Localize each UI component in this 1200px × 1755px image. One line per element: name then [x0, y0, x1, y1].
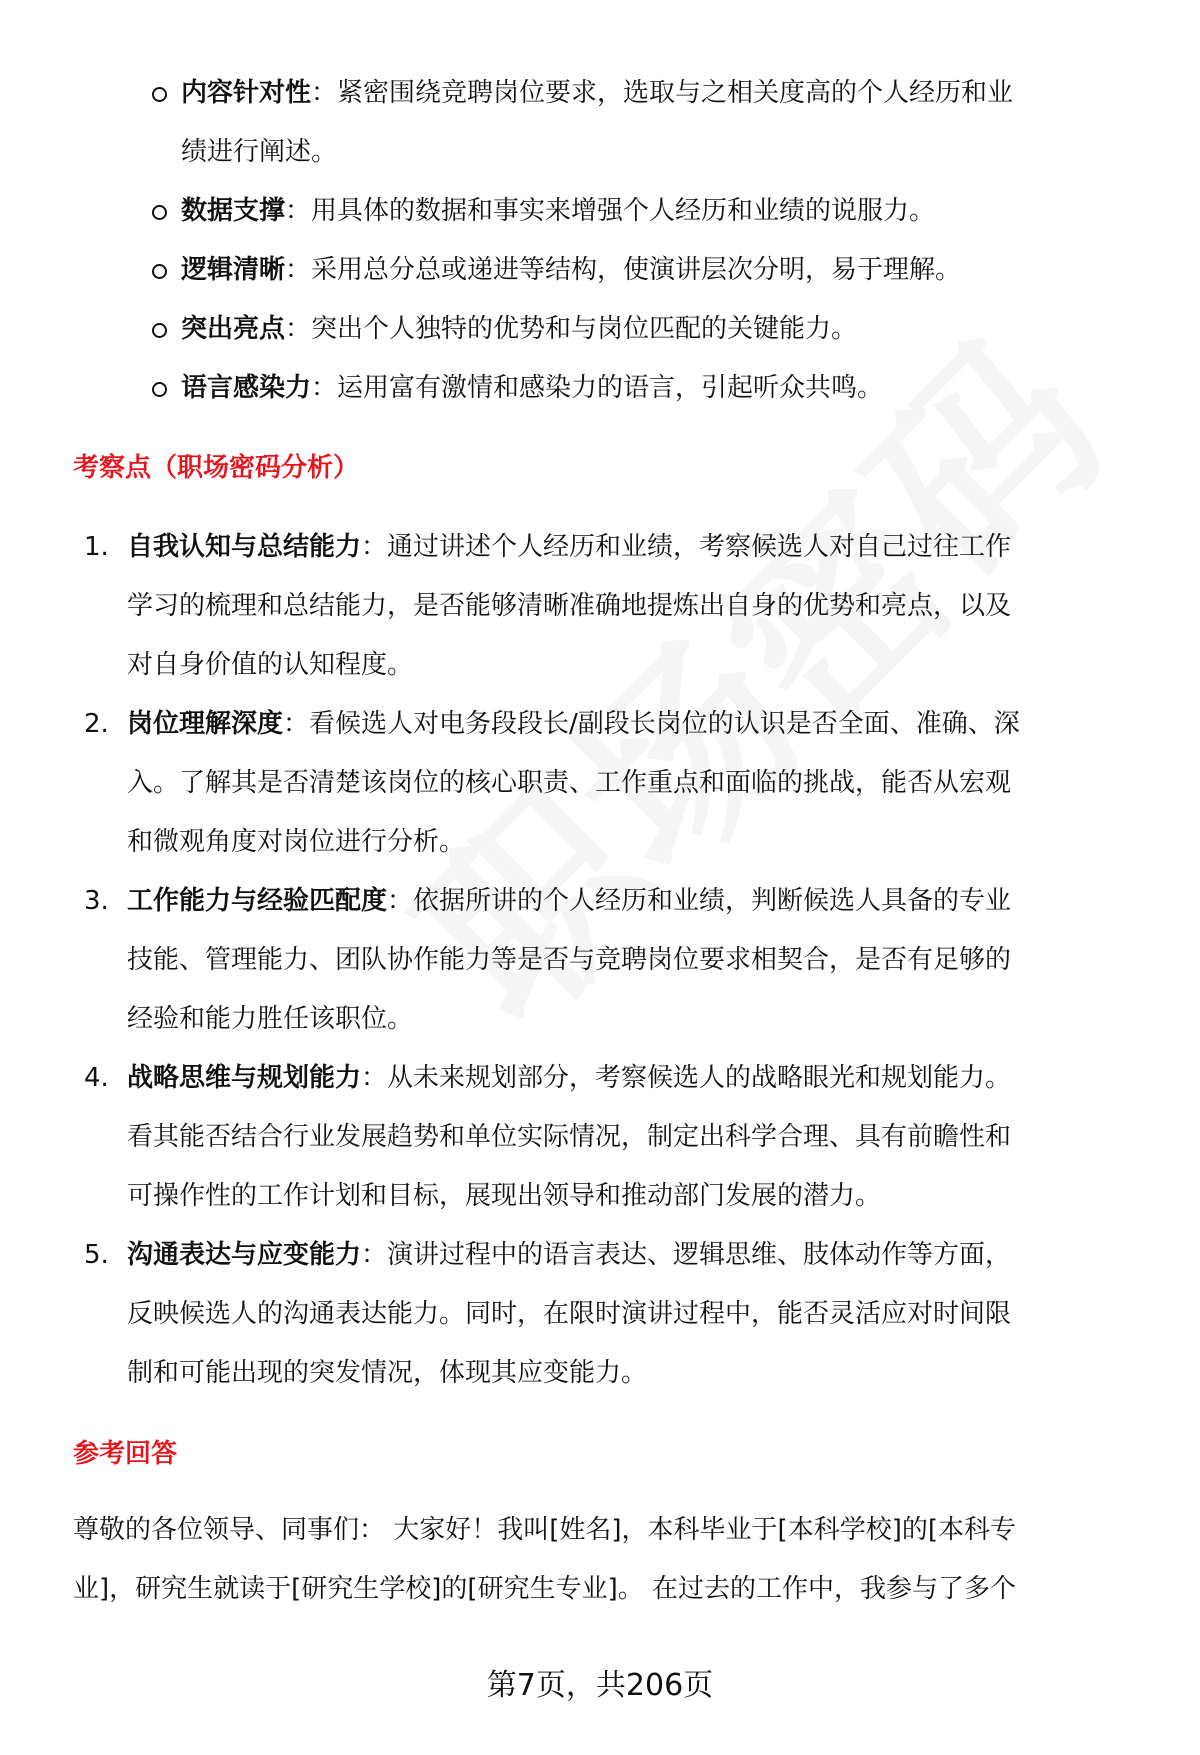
bullet-continuation: 绩进行阐述。 [181, 137, 338, 167]
item-continuation: 经验和能力胜任该职位。 [127, 1004, 414, 1034]
bullet-text: ：用具体的数据和事实来增强个人经历和业绩的说服力。 [285, 196, 936, 226]
item-number: 3. [84, 886, 109, 916]
bullet-icon [152, 87, 167, 102]
bullet-text: ：运用富有激情和感染力的语言，引起听众共鸣。 [311, 373, 884, 403]
bullet-text: ：紧密围绕竞聘岗位要求，选取与之相关度高的个人经历和业 [311, 78, 1014, 108]
bullet-term: 逻辑清晰 [181, 255, 286, 285]
bullet-term: 突出亮点 [181, 314, 286, 344]
item-continuation: 学习的梳理和总结能力，是否能够清晰准确地提炼出自身的优势和亮点，以及 [127, 591, 1012, 621]
item-number: 1. [84, 532, 109, 562]
list-item [127, 1049, 1011, 1108]
bullet-icon [152, 382, 167, 397]
item-text: ：演讲过程中的语言表达、逻辑思维、肢体动作等方面， [361, 1240, 1012, 1270]
page-footer: 第7页，共206页 [486, 1668, 714, 1703]
bullet-item [181, 359, 883, 418]
answer-line: 尊敬的各位领导、同事们： 大家好！我叫[姓名]，本科毕业于[本科学校]的[本科专 [73, 1515, 1016, 1545]
bullet-item [181, 241, 961, 300]
item-text: ：依据所讲的个人经历和业绩，判断候选人具备的专业 [387, 886, 1012, 916]
item-term: 工作能力与经验匹配度 [127, 886, 388, 916]
item-text: ：看候选人对电务段段长/副段长岗位的认识是否全面、准确、深 [283, 709, 1020, 739]
item-continuation: 看其能否结合行业发展趋势和单位实际情况，制定出科学合理、具有前瞻性和 [127, 1122, 1012, 1152]
item-continuation: 制和可能出现的突发情况，体现其应变能力。 [127, 1358, 648, 1388]
bullet-text: ：突出个人独特的优势和与岗位匹配的关键能力。 [285, 314, 858, 344]
bullet-icon [152, 323, 167, 338]
bullet-term: 数据支撑 [181, 196, 286, 226]
item-continuation: 可操作性的工作计划和目标，展现出领导和推动部门发展的潜力。 [127, 1181, 882, 1211]
item-continuation: 对自身价值的认知程度。 [127, 650, 414, 680]
bullet-item [181, 182, 935, 241]
item-term: 战略思维与规划能力 [127, 1063, 362, 1093]
item-continuation: 入。了解其是否清楚该岗位的核心职责、工作重点和面临的挑战，能否从宏观 [127, 768, 1012, 798]
item-continuation: 反映候选人的沟通表达能力。同时，在限时演讲过程中，能否灵活应对时间限 [127, 1299, 1012, 1329]
item-number: 2. [84, 709, 109, 739]
item-number: 5. [84, 1240, 109, 1270]
item-number: 4. [84, 1063, 109, 1093]
list-item [127, 695, 1020, 754]
bullet-icon [152, 205, 167, 220]
item-term: 自我认知与总结能力 [127, 532, 362, 562]
section-heading: 参考回答 [73, 1439, 178, 1469]
item-text: ：从未来规划部分，考察候选人的战略眼光和规划能力。 [361, 1063, 1012, 1093]
item-continuation: 技能、管理能力、团队协作能力等是否与竞聘岗位要求相契合，是否有足够的 [127, 945, 1012, 975]
list-item [127, 872, 1011, 931]
bullet-item [181, 300, 857, 359]
item-text: ：通过讲述个人经历和业绩，考察候选人对自己过往工作 [361, 532, 1012, 562]
bullet-text: ：采用总分总或递进等结构，使演讲层次分明，易于理解。 [285, 255, 962, 285]
answer-line: 业]，研究生就读于[研究生学校]的[研究生专业]。 在过去的工作中，我参与了多个 [73, 1574, 1016, 1604]
bullet-term: 语言感染力 [181, 373, 312, 403]
item-continuation: 和微观角度对岗位进行分析。 [127, 827, 466, 857]
item-term: 岗位理解深度 [127, 709, 284, 739]
list-item [127, 518, 1011, 577]
bullet-term: 内容针对性 [181, 78, 312, 108]
list-item [127, 1226, 1011, 1285]
section-heading: 考察点（职场密码分析） [73, 453, 360, 483]
item-term: 沟通表达与应变能力 [127, 1240, 362, 1270]
bullet-item [181, 64, 1013, 123]
bullet-icon [152, 264, 167, 279]
